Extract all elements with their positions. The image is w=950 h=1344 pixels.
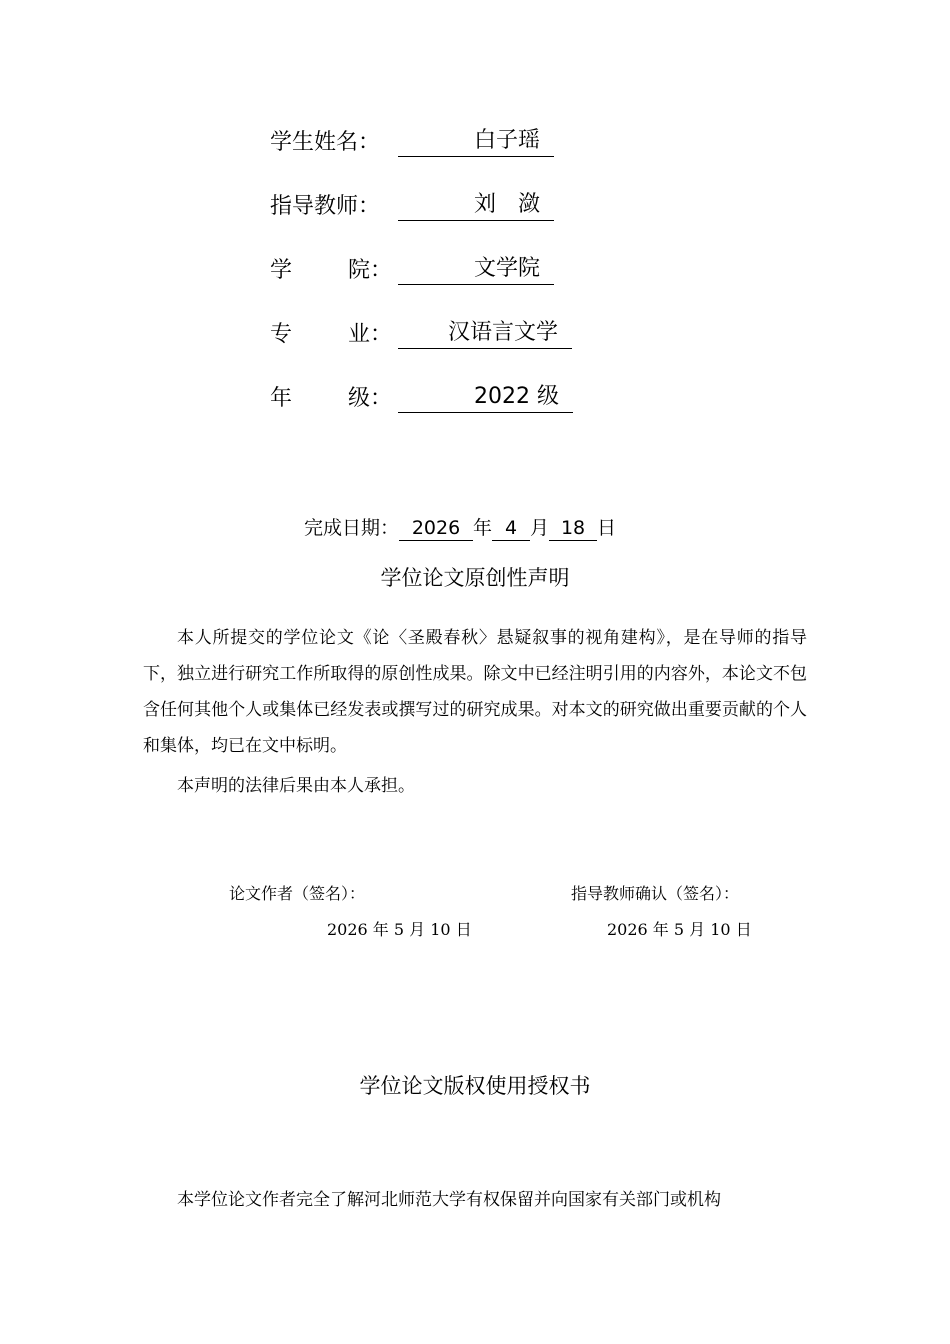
grade-label-char2: 级 — [348, 386, 371, 411]
grade-label-char2-group — [348, 382, 392, 416]
completion-date — [304, 514, 616, 542]
completion-month: 4 — [492, 516, 530, 541]
completion-day: 18 — [549, 516, 597, 541]
student-name-label-text: 学生姓名 — [270, 130, 359, 155]
completion-day-unit: 日 — [597, 517, 617, 539]
college-label-char2: 院 — [348, 258, 371, 283]
student-name-value: 白子瑶 — [398, 126, 554, 157]
student-name-label — [270, 126, 380, 160]
originality-title: 学位论文原创性声明 — [380, 566, 570, 590]
major-label-char1: 专 — [270, 322, 293, 347]
grade-value: 2022 级 — [398, 382, 573, 413]
college-label-char1: 学 — [270, 258, 293, 283]
major-value: 汉语言文学 — [398, 318, 572, 349]
major-label — [270, 318, 393, 352]
author-signature-label: 论文作者（签名）： — [229, 884, 366, 903]
colon: ： — [358, 194, 381, 219]
college-label-char2-group — [348, 254, 392, 288]
completion-year: 2026 — [399, 516, 473, 541]
copyright-paragraph: 本学位论文作者完全了解河北师范大学有权保留并向国家有关部门或机构 — [177, 1190, 721, 1210]
colon: ： — [370, 258, 393, 283]
college-label — [270, 254, 393, 288]
college-value: 文学院 — [398, 254, 554, 285]
advisor-label-text: 指导教师 — [270, 194, 359, 219]
completion-year-unit: 年 — [473, 517, 493, 539]
grade-label-char1: 年 — [270, 386, 293, 411]
advisor-signature-date: 2026 年 5 月 10 日 — [607, 920, 752, 939]
colon: ： — [358, 130, 381, 155]
major-label-char2-group — [348, 318, 392, 352]
grade-label — [270, 382, 393, 416]
advisor-label — [270, 190, 380, 224]
author-signature-date: 2026 年 5 月 10 日 — [327, 920, 472, 939]
advisor-value: 刘 潋 — [398, 190, 554, 221]
completion-date-label: 完成日期： — [304, 517, 400, 539]
colon: ： — [370, 386, 393, 411]
copyright-title: 学位论文版权使用授权书 — [359, 1074, 591, 1098]
major-label-char2: 业 — [348, 322, 371, 347]
completion-month-unit: 月 — [530, 517, 550, 539]
colon: ： — [370, 322, 393, 347]
advisor-signature-label: 指导教师确认（签名）： — [571, 884, 740, 903]
originality-paragraph: 本人所提交的学位论文《论〈圣殿春秋〉悬疑叙事的视角建构》，是在导师的指导下，独立进行研究工作所取得的原创性成果。除文中已经注明引用的内容外，本论文不包含任何其他个人或集体已经发表或撰写过的研究成果。对本文的研究做出重要贡献的个人和集体，均已在文中标明。 — [143, 628, 807, 756]
legal-consequence-paragraph: 本声明的法律后果由本人承担。 — [177, 776, 415, 796]
